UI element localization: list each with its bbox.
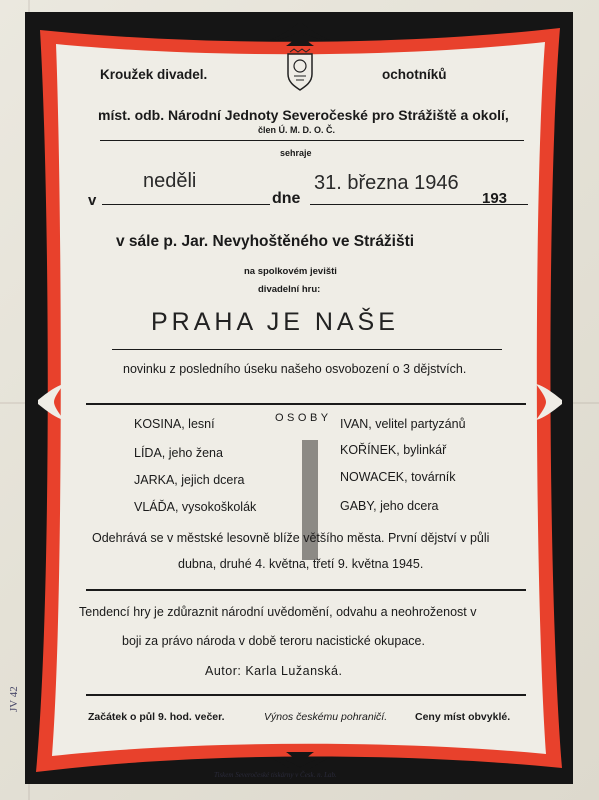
performance-day: neděli xyxy=(143,170,197,192)
organization-name: míst. odb. Národní Jednoty Severočeské pro Strážiště a okolí, xyxy=(98,107,509,123)
cast-member: LÍDA, jeho žena xyxy=(134,446,223,460)
setting-line: dubna, druhé 4. května, třetí 9. května 1945. xyxy=(178,557,424,571)
stage: na spolkovém jevišti xyxy=(244,266,337,277)
cast-member: KOSINA, lesní xyxy=(134,417,215,431)
proceeds-note: Výnos českému pohraničí. xyxy=(264,711,388,723)
performance-date: 31. března 1946 xyxy=(314,172,459,194)
cast-member: KOŘÍNEK, bylinkář xyxy=(340,443,447,457)
performance-intro: sehraje xyxy=(280,148,312,158)
play-title: PRAHA JE NAŠE xyxy=(151,308,399,336)
archive-annotation: JV 42 xyxy=(8,686,20,712)
cast-member: NOWACEK, továrník xyxy=(340,470,456,484)
cast-member: GABY, jeho dcera xyxy=(340,499,439,513)
membership-note: člen Ú. M. D. O. Č. xyxy=(258,125,336,135)
cast-member: JARKA, jejich dcera xyxy=(134,473,245,487)
play-subtitle: novinku z posledního úseku našeho osvobození o 3 dějstvích. xyxy=(123,362,467,376)
tendency-line: boji za právo národa v době teroru nacistické okupace. xyxy=(122,634,425,648)
setting-line: Odehrává se v městské lesovně blíže většího města. První dějství v půli xyxy=(92,531,490,545)
ticket-prices: Ceny míst obvyklé. xyxy=(415,711,511,723)
cast-heading: OSOBY xyxy=(275,412,332,424)
divider xyxy=(112,349,502,350)
printed-year: 193 xyxy=(482,190,508,207)
club-name-right: ochotníků xyxy=(382,67,447,82)
society-emblem-icon xyxy=(284,48,316,92)
play-type: divadelní hru: xyxy=(258,284,321,295)
cast-member: IVAN, velitel partyzánů xyxy=(340,417,466,431)
cast-member: VLÁĎA, vysokoškolák xyxy=(134,500,257,514)
author: Autor: Karla Lužanská. xyxy=(205,664,343,678)
fill-in-line xyxy=(310,204,528,205)
divider xyxy=(86,403,526,405)
venue: v sále p. Jar. Nevyhoštěného ve Strážišti xyxy=(116,233,415,250)
start-time: Začátek o půl 9. hod. večer. xyxy=(88,711,225,723)
divider xyxy=(86,589,526,591)
fill-in-line xyxy=(102,204,270,205)
tendency-line: Tendencí hry je zdůraznit národní uvědomění, odvahu a neohroženost v xyxy=(79,605,477,619)
date-prefix: v xyxy=(88,192,97,209)
date-label: dne xyxy=(272,190,301,207)
printer-credit: Tiskem Severočeské tiskárny v Česk. n. Lab. xyxy=(214,771,337,779)
divider xyxy=(100,140,524,141)
club-name-left: Kroužek divadel. xyxy=(100,67,208,82)
divider xyxy=(86,694,526,696)
